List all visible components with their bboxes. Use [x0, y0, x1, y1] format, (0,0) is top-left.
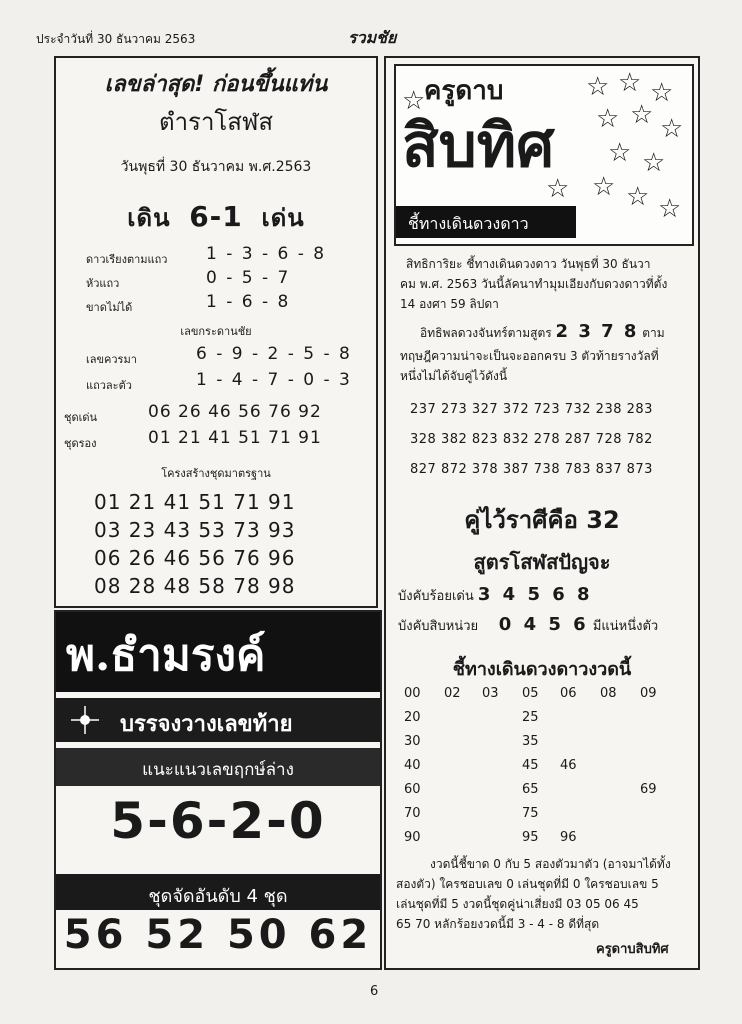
brand-tagline: ชี้ทางเดินดวงดาว [408, 214, 529, 233]
guide-bar [56, 748, 380, 786]
thammarong-panel [54, 610, 382, 970]
footer-line: สองตัว) ใครชอบเลข 0 เล่นชุดที่มี 0 ใครชอบเลข 5 [396, 877, 659, 891]
ranked-sets: 56 52 50 62 [63, 912, 373, 958]
direction-cell: 30 [404, 734, 421, 749]
publication-logo: รวมชัย [348, 28, 397, 47]
star-icon: ☆ [402, 86, 426, 116]
walk-post: เด่น [261, 204, 305, 232]
direction-cell: 40 [404, 758, 421, 773]
direction-cell: 02 [444, 686, 461, 701]
direction-cell: 95 [522, 830, 539, 845]
pair-title: คู่ไว้ราศีคือ 32 [464, 506, 620, 534]
moon-line: หนึ่งไม่ได้จับคู่ไว้ดังนี้ [400, 369, 508, 383]
board-caption: เลขกระดานชัย [180, 325, 252, 338]
row-value: 1 - 3 - 6 - 8 [206, 244, 327, 264]
direction-cell: 25 [522, 710, 539, 725]
direction-cell: 46 [560, 758, 577, 773]
star-icon: ☆ [630, 100, 654, 130]
subtitle-bar [56, 698, 380, 742]
board-label: แถวละตัว [86, 379, 132, 392]
force-hundreds [398, 584, 593, 606]
star-icon: ☆ [586, 72, 610, 102]
force-hundreds-value: 3 4 5 6 8 [477, 584, 593, 605]
force-hundreds-label: บังคับร้อยเด่น [398, 589, 474, 604]
combo-row: 827 872 378 387 738 783 837 873 [410, 462, 653, 477]
direction-cell: 69 [640, 782, 657, 797]
set-label: ชุดเด่น [64, 411, 98, 424]
subtitle-text: บรรจงวางเลขท้าย [120, 712, 293, 737]
grid-row: 01 21 41 51 71 91 [94, 490, 296, 514]
star-icon: ☆ [596, 104, 620, 134]
formula-title: สูตรโสฬสปัญจะ [473, 550, 611, 574]
grid-row: 08 28 48 58 78 98 [94, 574, 296, 598]
footer-line: 65 70 หลักร้อยงวดนี้มี 3 - 4 - 8 ดีที่สุด [396, 917, 600, 931]
star-icon: ☆ [608, 138, 632, 168]
direction-cell: 03 [482, 686, 499, 701]
moon-pre: อิทธิพลดวงจันทร์ตามสูตร [420, 326, 552, 340]
force-tens-value: 0 4 5 6 [498, 614, 589, 635]
walk-number: 6-1 [189, 200, 243, 233]
issue-date: ประจำวันที่ 30 ธันวาคม 2563 [36, 32, 196, 46]
star-icon: ☆ [546, 174, 570, 204]
direction-cell: 05 [522, 686, 539, 701]
ranking-bar [56, 874, 380, 910]
set-label: ชุดรอง [64, 437, 97, 450]
direction-grid [386, 686, 698, 856]
structure-caption: โครงสร้างชุดมาตรฐาน [161, 467, 271, 480]
walk-line [56, 198, 376, 237]
board-label: เลขควรมา [86, 353, 137, 366]
brand-tagline-bar [396, 206, 576, 238]
direction-cell: 70 [404, 806, 421, 821]
set-value: 06 26 46 56 76 92 [148, 402, 322, 422]
panel-date: วันพุธที่ 30 ธันวาคม พ.ศ.2563 [120, 159, 312, 175]
board-value: 1 - 4 - 7 - 0 - 3 [196, 370, 352, 390]
star-icon: ☆ [626, 182, 650, 212]
combo-row: 328 382 823 832 278 287 728 782 [410, 432, 653, 447]
main-numbers: 5-6-2-0 [110, 792, 326, 850]
guide-text: แนะแนวเลขฤกษ์ล่าง [142, 760, 294, 780]
direction-cell: 65 [522, 782, 539, 797]
sibthit-panel [384, 56, 700, 970]
force-tens [398, 614, 658, 636]
star-icon: ☆ [592, 172, 616, 202]
direction-cell: 60 [404, 782, 421, 797]
star-icon: ☆ [658, 194, 682, 224]
direction-title: ชี้ทางเดินดวงดาวงวดนี้ [452, 659, 632, 680]
row-label: ดาวเรียงตามแถว [86, 253, 168, 266]
direction-cell: 90 [404, 830, 421, 845]
moon-line: ทฤษฎีความน่าจะเป็นจะออกครบ 3 ตัวท้ายรางวัลที่ [400, 349, 659, 363]
grid-row: 03 23 43 53 73 93 [94, 518, 296, 542]
solos-panel [54, 56, 378, 608]
star-icon: ☆ [660, 114, 684, 144]
force-tens-label: บังคับสิบหน่วย [398, 619, 479, 634]
brand-title: สิบทิศ [402, 111, 555, 181]
direction-cell: 96 [560, 830, 577, 845]
title-banner [56, 612, 380, 692]
direction-cell: 08 [600, 686, 617, 701]
footer-line: เล่นชุดที่มี 5 งวดนี้ชุดคู่น่าเสี่ยงมี 03 05 06 45 [396, 897, 639, 911]
panel-title: พ.ธำมรงค์ [66, 630, 266, 681]
panel-headline: เลขล่าสุด! ก่อนขึ้นแท่น [104, 72, 328, 97]
force-tens-note: มีแน่หนึ่งตัว [592, 619, 659, 634]
star-icon: ☆ [650, 78, 674, 108]
moon-number: 2 3 7 8 [555, 321, 639, 342]
signature: ครูดาบสิบทิศ [596, 942, 669, 957]
row-value: 1 - 6 - 8 [206, 292, 291, 312]
brand-top: ครูดาบ [424, 76, 504, 106]
direction-cell: 09 [640, 686, 657, 701]
intro-line: สิทธิการิยะ ชี้ทางเดินดวงดาว วันพุธที่ 30 ธันวา [406, 257, 651, 271]
brand-box [394, 64, 694, 246]
ranking-text: ชุดจัดอันดับ 4 ชุด [148, 886, 288, 907]
walk-pre: เดิน [127, 204, 171, 232]
star-icon: ☆ [642, 148, 666, 178]
direction-cell: 35 [522, 734, 539, 749]
moon-line [420, 322, 665, 343]
footer-line: งวดนี้ชี้ขาด 0 กับ 5 สองตัวมาตัว (อาจมาได้ทั้ง [430, 857, 671, 871]
direction-cell: 20 [404, 710, 421, 725]
direction-cell: 45 [522, 758, 539, 773]
direction-cell: 00 [404, 686, 421, 701]
row-label: ขาดไม่ได้ [86, 301, 133, 314]
intro-line: คม พ.ศ. 2563 วันนี้ลัคนาทำมุมเอียงกับดวงดาวที่ตั้ง [400, 277, 668, 291]
direction-cell: 75 [522, 806, 539, 821]
board-value: 6 - 9 - 2 - 5 - 8 [196, 344, 352, 364]
panel-subtitle: ตำราโสฬส [158, 108, 274, 136]
set-value: 01 21 41 51 71 91 [148, 428, 322, 448]
page-number: 6 [370, 984, 379, 999]
intro-line: 14 องศา 59 ลิปดา [400, 297, 499, 311]
row-value: 0 - 5 - 7 [206, 268, 291, 288]
moon-post: ตาม [642, 326, 665, 340]
star-icon: ☆ [618, 68, 642, 98]
grid-row: 06 26 46 56 76 96 [94, 546, 296, 570]
row-label: หัวแถว [86, 277, 120, 290]
combo-row: 237 273 327 372 723 732 238 283 [410, 402, 653, 417]
direction-cell: 06 [560, 686, 577, 701]
sparkle-icon [68, 704, 102, 736]
